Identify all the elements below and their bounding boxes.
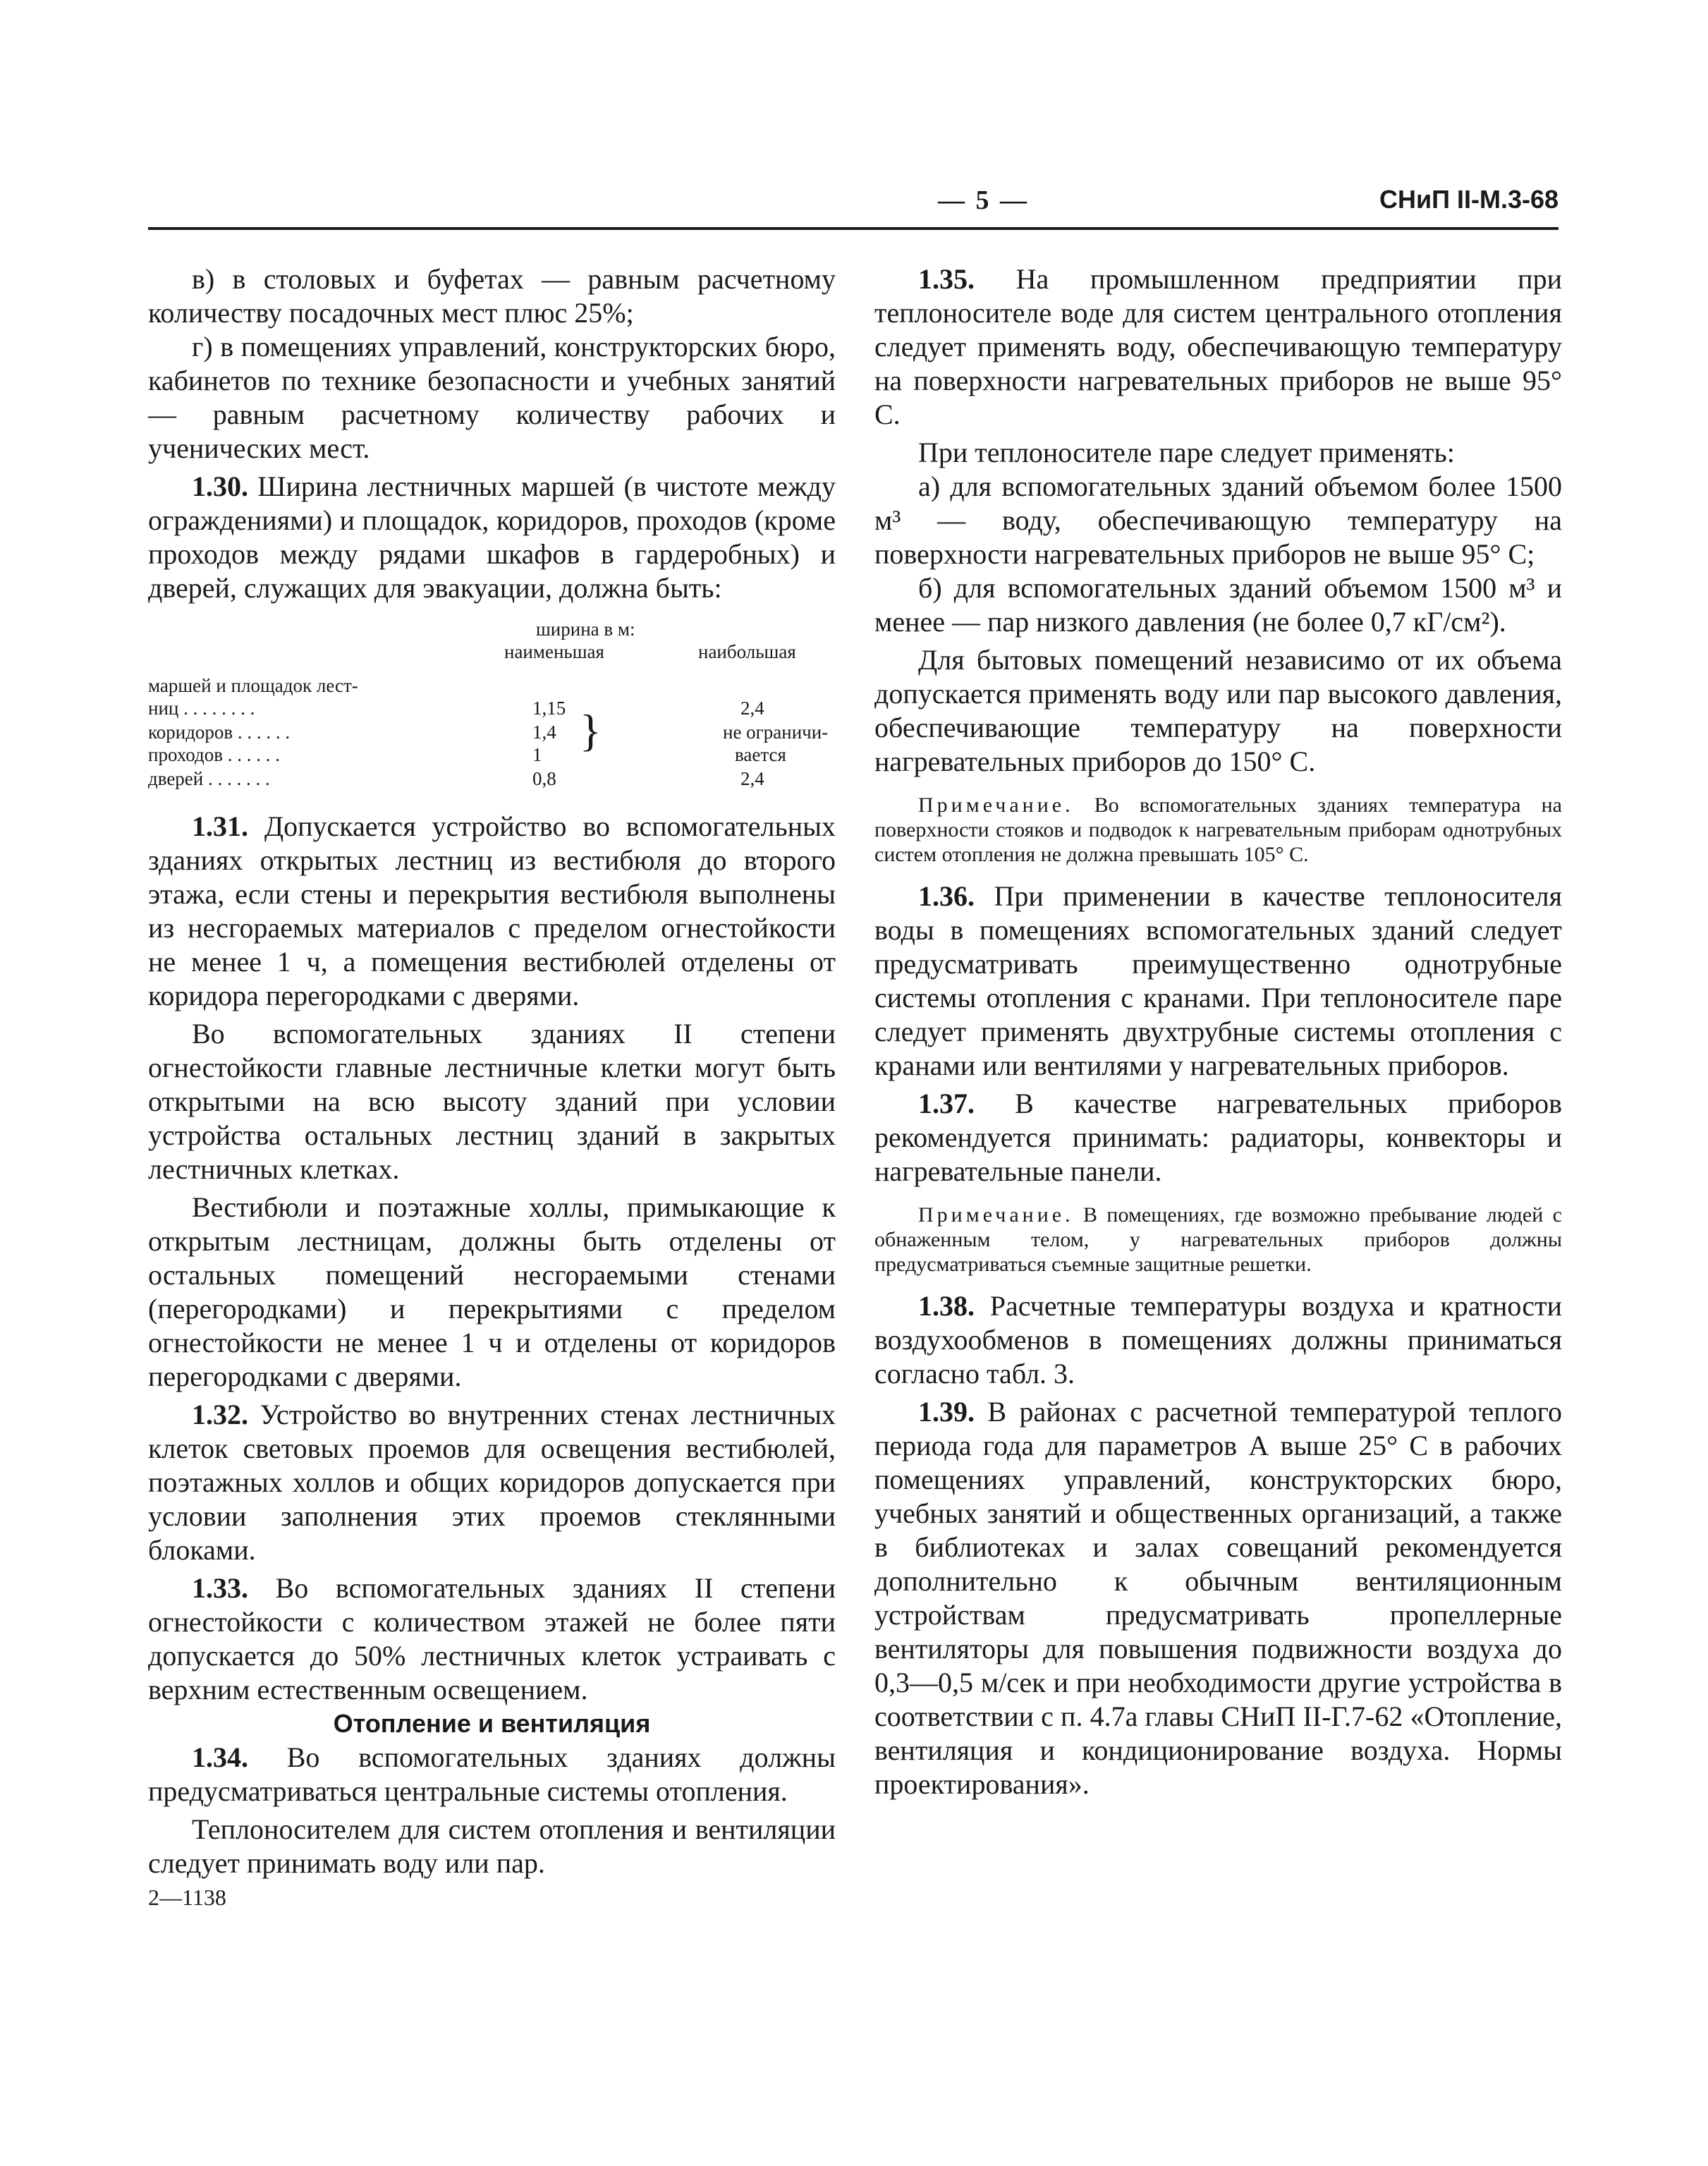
table-col-max: наибольшая [698,641,796,662]
clause-number: 1.33. [192,1572,248,1604]
paragraph-1-38 [874,1289,1562,1391]
paragraph-1-37 [874,1087,1562,1188]
clause-text: В качестве нагревательных приборов рекомендуется принимать: радиаторы, конвекторы и нагревательные панели. [874,1088,1562,1187]
document-code: СНиП II-М.3-68 [1379,185,1558,214]
table-header: ширина в м: [536,619,635,640]
table-row-label: дверей . . . . . . . [148,768,270,789]
clause-text: Ширина лестничных маршей (в чистоте между ограждениями) и площадок, коридоров, проходов (кроме проходов между рядами шкафов в гардеробных) и дверей, служащих для эвакуации, должна быть: [148,470,836,604]
paragraph-1-35-b-item: б) для вспомогательных зданий объемом 1500 м³ и менее — пар низкого давления (не более 0,7 кГ/см²). [874,572,1562,638]
table-row-label: маршей и площадок лест- [148,675,358,696]
paragraph-1-36 [874,880,1562,1083]
note-label: Примечание. [918,793,1074,817]
clause-number: 1.37. [918,1088,975,1119]
paragraph-1-35-a-item: а) для вспомогательных зданий объемом более 1500 м³ — воду, обеспечивающую температуру на поверхности нагревательных приборов не выше 95° С; [874,470,1562,570]
paragraph-1-34 [148,1741,836,1808]
note-text: Во вспомогательных зданиях температура на поверхности стояков и подводок к нагревательным приборам однотрубных систем отопления не должна превышать 105° С. [874,793,1562,866]
paragraph-g: г) в помещениях управлений, конструкторских бюро, кабинетов по технике безопасности и учебных занятий — равным расчетному количеству рабочих и ученических мест. [148,331,836,464]
clause-text: Расчетные температуры воздуха и кратности воздухообменов в помещениях должны приниматься согласно табл. 3. [874,1290,1562,1389]
table-cell-max: 2,4 [740,698,764,719]
paragraph-1-31 [148,810,836,1013]
clause-text: На промышленном предприятии при теплоносителе воде для систем центрального отопления следует применять воду, обеспечивающую температуру на поверхности нагревательных приборов не выше 95° С. [874,263,1562,430]
clause-text: Допускается устройство во вспомогательных зданиях открытых лестниц из вестибюля до второго этажа, если стены и перекрытия вестибюля выполнены из несгораемых материалов с пределом огнестойкости не менее 1 ч, а помещения вестибюлей отделены от коридора перегородками с дверями. [148,810,836,1011]
clause-text: В районах с расчетной температурой теплого периода года для параметров А выше 25° С в рабочих помещениях управлений, конструкторских бюро, учебных занятий и общественных организаций, а также в библиотеках и залах совещаний рекомендуется дополнительно к обычным вентиляционным устройствам предусматривать пропеллерные вентиляторы для повышения подвижности воздуха до 0,3—0,5 м/сек и при необходимости другие устройства в соответствии с п. 4.7а главы СНиП II-Г.7-62 «Отопление, вентиляция и кондиционирование воздуха. Нормы проектирования». [874,1396,1562,1800]
table-cell-min: 1,4 [532,722,556,743]
note-1 [874,793,1562,867]
table-row-label: коридоров . . . . . . [148,722,291,743]
footer-code: 2—1138 [148,1885,226,1910]
table-cell-max: вается [735,744,786,765]
left-column [148,262,836,1914]
section-title: Отопление и вентиляция [333,1709,651,1738]
clause-number: 1.36. [918,880,975,912]
table-brace: } [580,705,602,755]
clause-text: Во вспомогательных зданиях должны предусматриваться центральные системы отопления. [148,1741,836,1807]
paragraph-1-34-b: Теплоносителем для систем отопления и вентиляции следует принимать воду или пар. [148,1813,836,1879]
note-text: В помещениях, где возможно пребывание людей с обнаженным телом, у нагревательных приборов должны предусматриваться съемные защитные решетки. [874,1203,1562,1276]
note-2 [874,1203,1562,1277]
clause-number: 1.32. [192,1399,248,1430]
right-column [874,262,1562,1801]
paragraph-1-33 [148,1571,836,1707]
table-cell-max: 2,4 [740,768,764,789]
table-cell-max: не ограничи- [723,722,829,743]
paragraph-1-31-c: Вестибюли и поэтажные холлы, примыкающие к открытым лестницам, должны быть отделены от остальных помещений несгораемыми стенами (перегородками) и перекрытиями с пределом огнестойкости не менее 1 ч и отделены от коридоров перегородками с дверями. [148,1191,836,1392]
paragraph-1-31-b: Во вспомогательных зданиях II степени огнестойкости главные лестничные клетки могут быть открытыми на всю высоту зданий при условии устройства остальных лестниц зданий в закрытых лестничных клетках. [148,1018,836,1185]
clause-number: 1.31. [192,810,248,842]
width-table [148,618,836,794]
paragraph-1-35-b: При теплоносителе паре следует применять: [918,437,1455,468]
paragraph-1-35-c: Для бытовых помещений независимо от их объема допускается применять воду или пар высокого давления, обеспечивающие температуру на поверхности нагревательных приборов до 150° С. [874,644,1562,777]
clause-number: 1.39. [918,1396,975,1428]
clause-number: 1.34. [192,1741,248,1773]
table-cell-min: 1 [532,744,542,765]
clause-text: Во вспомогательных зданиях II степени огнестойкости с количеством этажей не более пяти допускается до 50% лестничных клеток устраивать с верхним естественным освещением. [148,1572,836,1705]
table-cell-min: 0,8 [532,768,556,789]
clause-number: 1.35. [918,263,975,295]
clause-text: Устройство во внутренних стенах лестничных клеток световых проемов для освещения вестибюлей, поэтажных холлов и общих коридоров допускается при условии заполнения этих проемов стеклянными блоками. [148,1399,836,1566]
table-row-label: проходов . . . . . . [148,744,280,765]
table-row-label: ниц . . . . . . . . [148,698,255,719]
paragraph-1-39 [874,1395,1562,1801]
clause-text: При применении в качестве теплоносителя воды в помещениях вспомогательных зданий следует предусматривать преимущественно однотрубные системы отопления с кранами. При теплоносителе паре следует применять двухтрубные системы отопления с кранами или вентилями у нагревательных приборов. [874,880,1562,1081]
clause-number: 1.30. [192,470,248,502]
paragraph-v: в) в столовых и буфетах — равным расчетному количеству посадочных мест плюс 25%; [148,263,836,329]
page-header [148,185,1558,220]
table-cell-min: 1,15 [532,698,566,719]
paragraph-1-35 [874,262,1562,432]
table-col-min: наименьшая [504,641,604,662]
header-rule [148,227,1558,230]
page-number: — 5 — [938,185,1029,215]
clause-number: 1.38. [918,1290,975,1322]
note-label: Примечание. [918,1203,1074,1227]
paragraph-1-32 [148,1398,836,1567]
paragraph-1-30 [148,470,836,605]
